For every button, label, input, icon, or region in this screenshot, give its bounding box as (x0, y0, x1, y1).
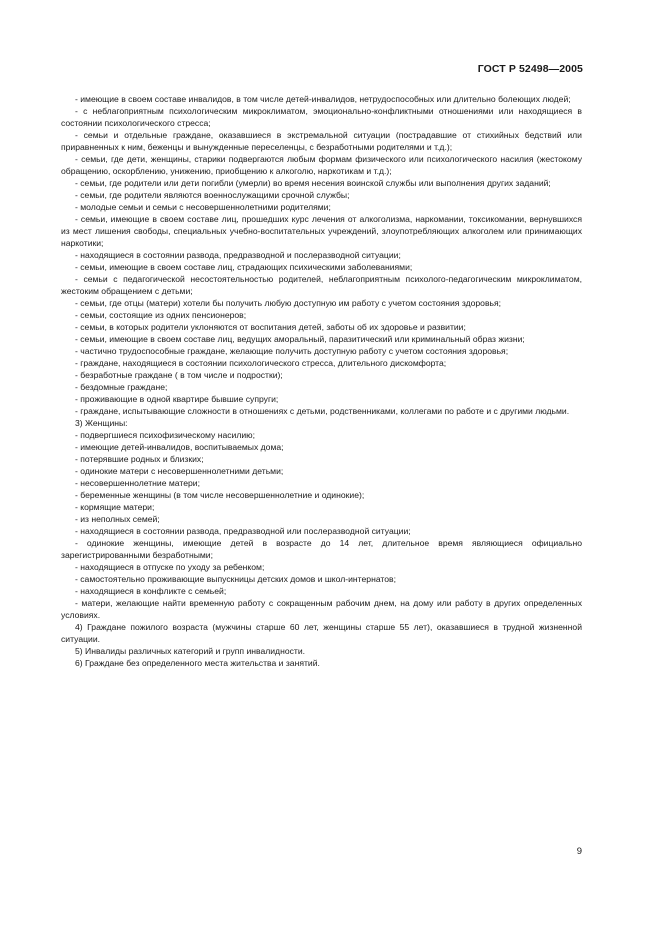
list-item: - подвергшиеся психофизическому насилию; (75, 430, 255, 440)
list-item: - безработные граждане ( в том числе и подростки); (75, 370, 283, 380)
list-item: - находящиеся в состоянии развода, предразводной и послеразводной ситуации; (75, 250, 401, 260)
list-item: 6) Граждане без определенного места жительства и занятий. (75, 658, 320, 668)
list-item: - потерявшие родных и близких; (75, 454, 204, 464)
list-item: - проживающие в одной квартире бывшие супруги; (75, 394, 279, 404)
list-item: - семьи, где отцы (матери) хотели бы получить любую доступную им работу с учетом состояния здоровья; (75, 298, 502, 308)
list-item: - матери, желающие найти временную работу с сокращенным рабочим днем, на дому или работу в других определенных условиях. (61, 598, 582, 620)
list-item: - находящиеся в конфликте с семьей; (75, 586, 227, 596)
list-item: - бездомные граждане; (75, 382, 168, 392)
document-id: ГОСТ Р 52498—2005 (477, 63, 583, 75)
document-body (61, 93, 582, 669)
list-item: - семьи с педагогической несостоятельностью родителей, неблагоприятным психолого-педагогическим микроклиматом, жестоким обращением с детьми; (61, 274, 582, 296)
list-item: - одинокие женщины, имеющие детей в возрасте до 14 лет, длительное время являющиеся официально зарегистрированными безработными; (61, 538, 582, 560)
list-item: 4) Граждане пожилого возраста (мужчины старше 60 лет, женщины старше 55 лет), оказавшиеся в трудной жизненной ситуации. (61, 622, 582, 644)
list-item: - семьи, имеющие в своем составе лиц, страдающих психическими заболеваниями; (75, 262, 413, 272)
list-item: - находящиеся в отпуске по уходу за ребенком; (75, 562, 265, 572)
list-item: - граждане, находящиеся в состоянии психологического стресса, длительного дискомфорта; (75, 358, 447, 368)
list-item: - находящиеся в состоянии развода, предразводной или послеразводной ситуации; (75, 526, 411, 536)
list-item: - имеющие в своем составе инвалидов, в том числе детей-инвалидов, нетрудоспособных или длительно болеющих людей; (75, 94, 571, 104)
list-item: - частично трудоспособные граждане, желающие получить доступную работу с учетом состояния здоровья; (75, 346, 509, 356)
list-item: - семьи, в которых родители уклоняются от воспитания детей, заботы об их здоровье и развитии; (75, 322, 466, 332)
page-number: 9 (576, 846, 582, 857)
list-item: - из неполных семей; (75, 514, 160, 524)
list-item: 5) Инвалиды различных категорий и групп инвалидности. (75, 646, 306, 656)
list-item: 3) Женщины: (75, 418, 128, 428)
list-item: - с неблагоприятным психологическим микроклиматом, эмоционально-конфликтными отношениями или находящиеся в состоянии психологического стресса; (61, 106, 582, 128)
list-item: - одинокие матери с несовершеннолетними детьми; (75, 466, 284, 476)
list-item: - семьи, состоящие из одних пенсионеров; (75, 310, 247, 320)
list-item: - самостоятельно проживающие выпускницы детских домов и школ-интернатов; (75, 574, 396, 584)
list-item: - семьи, где дети, женщины, старики подвергаются любым формам физического или психологического насилия (жестокому обращению, оскорблению, унижению, приобщению к алкоголю, наркотикам и т.д.); (61, 154, 582, 176)
list-item: - несовершеннолетние матери; (75, 478, 200, 488)
list-item: - семьи, где родители или дети погибли (умерли) во время несения воинской службы или выполнения других заданий; (75, 178, 551, 188)
list-item: - кормящие матери; (75, 502, 155, 512)
list-item: - беременные женщины (в том числе несовершеннолетние и одинокие); (75, 490, 365, 500)
list-item: - семьи и отдельные граждане, оказавшиеся в экстремальной ситуации (пострадавшие от стихийных бедствий или приравненных к ним, беженцы и вынужденные переселенцы, с безработными родителями и т.д.); (61, 130, 582, 152)
list-item: - семьи, имеющие в своем составе лиц, прошедших курс лечения от алкоголизма, наркомании, токсикомании, вернувшихся из мест лишения свободы, специальных учебно-воспитательных учреждений, злоупотребляющих алкоголем или принимающих наркотики; (61, 214, 582, 248)
list-item: - граждане, испытывающие сложности в отношениях с детьми, родственниками, коллегами по работе и с другими людьми. (75, 406, 570, 416)
list-item: - семьи, где родители являются военнослужащими срочной службы; (75, 190, 350, 200)
list-item: - молодые семьи и семьи с несовершеннолетними родителями; (75, 202, 331, 212)
list-item: - семьи, имеющие в своем составе лиц, ведущих аморальный, паразитический или криминальный образ жизни; (75, 334, 525, 344)
list-item: - имеющие детей-инвалидов, воспитываемых дома; (75, 442, 284, 452)
